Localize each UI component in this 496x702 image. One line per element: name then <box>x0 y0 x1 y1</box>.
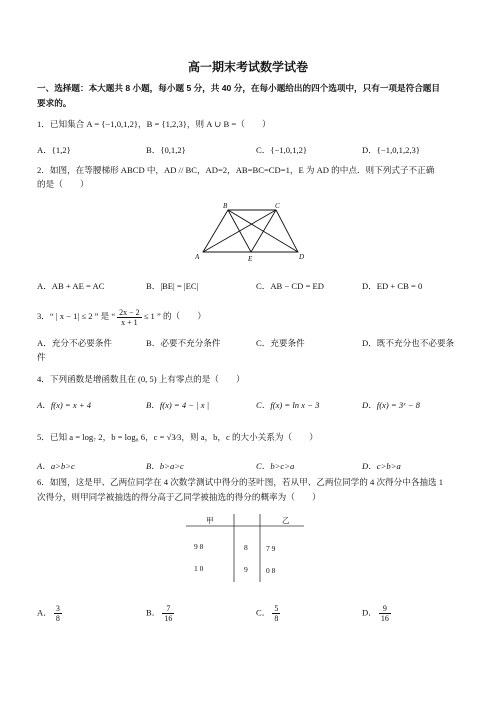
q3-stem-b: ≤ 1 ” 的（ ） <box>143 311 206 321</box>
section-heading-line1: 一、选择题：本大题共 8 小题，每小题 5 分，共 40 分，在每小题给出的四个选项中，只有一项是符合题目 <box>37 83 440 93</box>
q6-option-a <box>37 604 64 623</box>
row1-right-leaves: 7 9 <box>266 544 276 553</box>
label-b: B <box>223 202 228 210</box>
q4-stem: 4．下列函数是增函数且在 (0, 5) 上有零点的是（ ） <box>37 374 245 384</box>
q1-option-d: D．{−1,0,1,2,3} <box>362 145 420 155</box>
q6-option-c-frac <box>272 604 280 623</box>
q6-stem-line1: 6．如图，这是甲、乙两位同学在 4 次数学测试中得分的茎叶图，若从甲、乙两位同学的 4 次得分中各抽选 1 <box>37 477 444 487</box>
q2-option-b: B．|BE| = |EC| <box>146 281 199 291</box>
stem-leaf-plot <box>186 512 306 584</box>
q6-option-b-label: B． <box>146 607 161 618</box>
q6-a-num: 3 <box>55 604 60 613</box>
q6-c-den: 8 <box>274 614 279 623</box>
section-heading-line2: 要求的。 <box>37 98 72 108</box>
q3-option-d: D．既不充分也不必要条 <box>362 338 455 348</box>
q6-option-b <box>146 604 176 623</box>
q5-option-c: C．b>c>a <box>256 461 295 471</box>
q3-stem <box>37 305 461 327</box>
q6-option-a-frac <box>54 604 62 623</box>
q5-option-d: D．c>b>a <box>362 461 401 471</box>
row1-left-leaves: 9 8 <box>194 542 204 551</box>
q3-frac-num: 2x − 2 <box>119 307 140 317</box>
q6-b-num: 7 <box>162 604 174 614</box>
q6-option-d-frac <box>379 604 391 623</box>
q6-option-d <box>362 604 393 623</box>
q6-option-c-label: C． <box>256 607 271 618</box>
label-e: E <box>248 255 253 263</box>
q6-b-den: 16 <box>164 614 173 623</box>
q2-option-c: C．AB − CD = ED <box>256 281 324 291</box>
page-title: 高一期末考试数学试卷 <box>187 60 308 74</box>
q3-fraction <box>117 308 142 327</box>
q3-option-d-wrap: 件 <box>37 352 46 362</box>
q3-option-a: A．充分不必要条件 <box>37 338 112 348</box>
q6-option-c <box>256 604 282 623</box>
q1-option-a: A．{1,2} <box>37 145 71 155</box>
label-d: D <box>299 253 305 261</box>
q5-option-a: A．a>b>c <box>37 461 75 471</box>
q1-option-b: B．{0,1,2} <box>146 145 186 155</box>
q2-option-d: D．ED + CB = 0 <box>362 281 423 291</box>
q3-option-b: B．必要不充分条件 <box>146 338 221 348</box>
row2-right-leaves: 0 8 <box>266 566 276 575</box>
q5-option-b: B．b>a>c <box>146 461 184 471</box>
stem-leaf-head-right: 乙 <box>282 516 290 525</box>
q6-d-num: 9 <box>379 604 391 614</box>
row2-stem: 9 <box>244 565 248 574</box>
q4-option-c: C．f(x) = ln x − 3 <box>256 400 320 410</box>
q3-option-c: C．充要条件 <box>256 338 305 348</box>
q6-c-num: 5 <box>274 604 279 613</box>
q2-stem-line2: 的是（ ） <box>37 179 89 189</box>
q6-option-d-label: D． <box>362 607 377 618</box>
q2-stem-line1: 2．如图，在等腰梯形 ABCD 中，AD // BC，AD=2，AB=BC=CD=1，E 为 AD 的中点．则下列式子不正确 <box>37 165 435 175</box>
trapezoid-figure <box>193 198 313 268</box>
q3-stem-a: 3．“ | x − 1| ≤ 2 ” 是 “ <box>37 311 116 321</box>
q5-stem: 5．已知 a = log₇ 2，b = log₈ 6，c = √3⁄3，则 a，b，c 的大小关系为（ ） <box>37 432 318 442</box>
q4-option-d: D．f(x) = 3ˣ − 8 <box>362 400 420 410</box>
q6-d-den: 16 <box>380 614 389 623</box>
q1-option-c: C．{−1,0,1,2} <box>256 145 308 155</box>
q2-option-a: A．AB + AE = AC <box>37 281 105 291</box>
q3-frac-den: x + 1 <box>121 317 138 327</box>
q6-options <box>37 604 461 634</box>
q6-option-b-frac <box>162 604 174 623</box>
label-a: A <box>195 253 200 261</box>
q6-option-a-label: A． <box>37 607 52 618</box>
row2-left-leaves: 1 0 <box>194 564 204 573</box>
q4-option-a: A．f(x) = x + 4 <box>37 400 92 410</box>
stem-leaf-head-left: 甲 <box>206 516 214 525</box>
q1-stem: 1．已知集合 A = {−1,0,1,2}，B = {1,2,3}，则 A ∪ B =（ ） <box>37 119 271 129</box>
q4-option-b: B．f(x) = 4 − | x | <box>146 400 210 410</box>
q6-stem-line2: 次得分，则甲同学被抽选的得分高于乙同学被抽选的得分的概率为（ ） <box>37 492 321 502</box>
row1-stem: 8 <box>244 543 248 552</box>
label-c: C <box>275 202 280 210</box>
q6-a-den: 8 <box>55 614 60 623</box>
